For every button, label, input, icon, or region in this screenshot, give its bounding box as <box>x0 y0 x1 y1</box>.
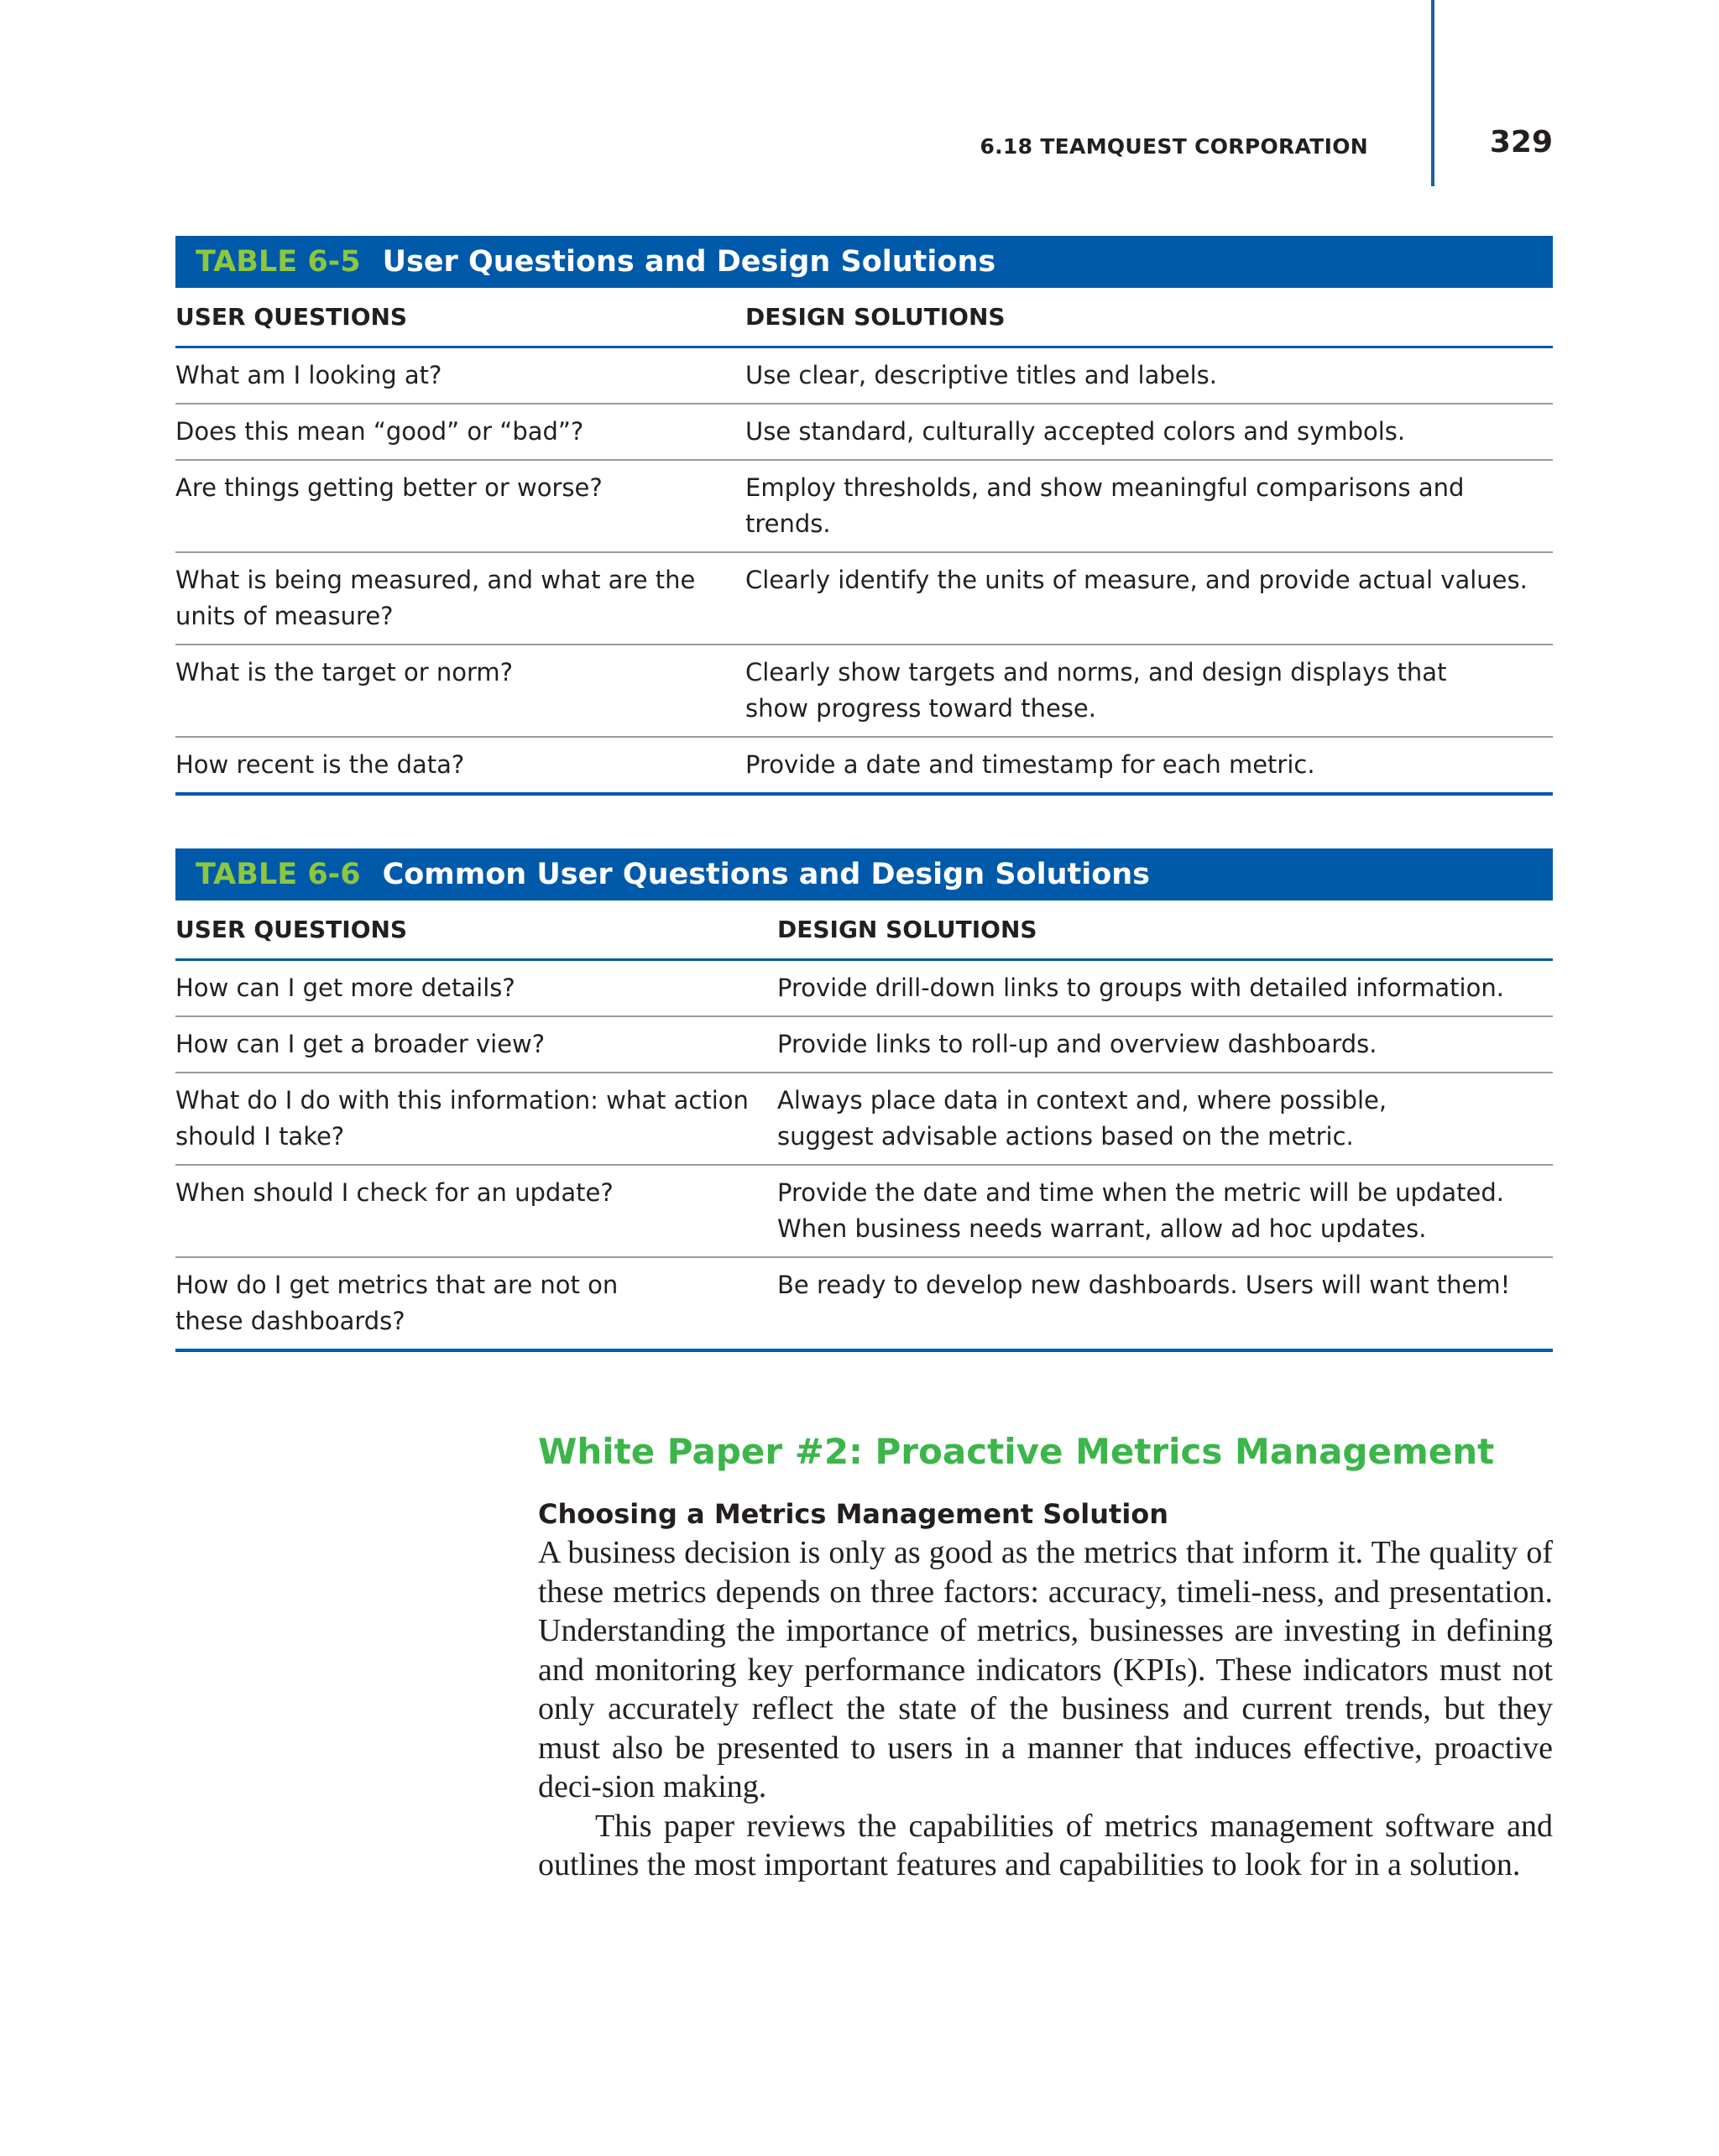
table-row <box>175 461 1553 553</box>
table-row <box>175 1258 1553 1352</box>
solution-cell: Use clear, descriptive titles and labels. <box>745 361 1217 389</box>
question-cell: How can I get more details? <box>175 974 515 1002</box>
column-header-design-solutions: DESIGN SOLUTIONS <box>745 303 1006 331</box>
table-row <box>175 1073 1553 1166</box>
column-header-user-questions: USER QUESTIONS <box>175 303 408 331</box>
table-row <box>175 553 1553 645</box>
question-cell: What am I looking at? <box>175 361 442 389</box>
solution-cell: Employ thresholds, and show meaningful comparisons and trends. <box>745 473 1465 538</box>
table-row <box>175 645 1553 738</box>
white-paper-body <box>538 1533 1553 1885</box>
table-row <box>175 1017 1553 1073</box>
page-number: 329 <box>1489 125 1553 159</box>
table-title-bar <box>175 236 1553 288</box>
table-6-6 <box>175 848 1553 1352</box>
table-number: TABLE 6-5 <box>196 245 361 279</box>
table-number: TABLE 6-6 <box>196 858 361 891</box>
body-paragraph: This paper reviews the capabilities of metrics management software and outlines the most important features and capabilities to look for in a solution. <box>538 1808 1553 1882</box>
question-cell: How can I get a broader view? <box>175 1030 546 1058</box>
white-paper-subtitle: Choosing a Metrics Management Solution <box>538 1498 1169 1530</box>
table-row <box>175 738 1553 796</box>
solution-cell: Provide drill-down links to groups with detailed information. <box>777 974 1504 1002</box>
table-6-5 <box>175 236 1553 796</box>
running-head: 6.18 TEAMQUEST CORPORATION <box>980 134 1368 159</box>
solution-cell: Provide the date and time when the metric will be updated. When business needs warrant, allow ad hoc updates. <box>777 1178 1504 1243</box>
table-row <box>175 961 1553 1017</box>
solution-cell: Use standard, culturally accepted colors and symbols. <box>745 417 1406 446</box>
white-paper-title: White Paper #2: Proactive Metrics Management <box>538 1431 1495 1472</box>
table-header-row <box>175 288 1553 348</box>
question-cell: How recent is the data? <box>175 750 465 779</box>
solution-cell: Clearly identify the units of measure, and provide actual values. <box>745 566 1528 594</box>
table-title-bar <box>175 848 1553 901</box>
question-cell: Does this mean “good” or “bad”? <box>175 417 584 446</box>
column-header-design-solutions: DESIGN SOLUTIONS <box>777 916 1037 943</box>
solution-cell: Be ready to develop new dashboards. Users will want them! <box>777 1271 1511 1299</box>
solution-cell: Clearly show targets and norms, and design displays that show progress toward these. <box>745 658 1447 723</box>
question-cell: Are things getting better or worse? <box>175 473 603 502</box>
question-cell: What do I do with this information: what action should I take? <box>175 1086 749 1151</box>
header-rule <box>1431 0 1434 186</box>
question-cell: What is being measured, and what are the units of measure? <box>175 566 696 630</box>
body-paragraph: A business decision is only as good as the metrics that inform it. The quality of these metrics depends on three factors: accuracy, timeli-ness, and presentation. Understanding the importance of metrics, businesses are investing in defining and monitoring key performance indicators (KPIs). These indicators must not only accurately reflect the state of the business and current trends, but they must also be presented to users in a manner that induces effective, proactive deci-sion making. <box>538 1535 1553 1804</box>
question-cell: When should I check for an update? <box>175 1178 614 1207</box>
table-header-row <box>175 901 1553 961</box>
solution-cell: Provide links to roll-up and overview dashboards. <box>777 1030 1377 1058</box>
solution-cell: Always place data in context and, where possible, suggest advisable actions based on the metric. <box>777 1086 1387 1151</box>
column-header-user-questions: USER QUESTIONS <box>175 916 408 943</box>
table-row <box>175 1166 1553 1258</box>
question-cell: How do I get metrics that are not on these dashboards? <box>175 1271 619 1335</box>
table-row <box>175 405 1553 461</box>
table-title: User Questions and Design Solutions <box>382 245 996 279</box>
table-title: Common User Questions and Design Solutions <box>382 858 1151 891</box>
table-row <box>175 348 1553 405</box>
question-cell: What is the target or norm? <box>175 658 514 686</box>
solution-cell: Provide a date and timestamp for each metric. <box>745 750 1315 779</box>
